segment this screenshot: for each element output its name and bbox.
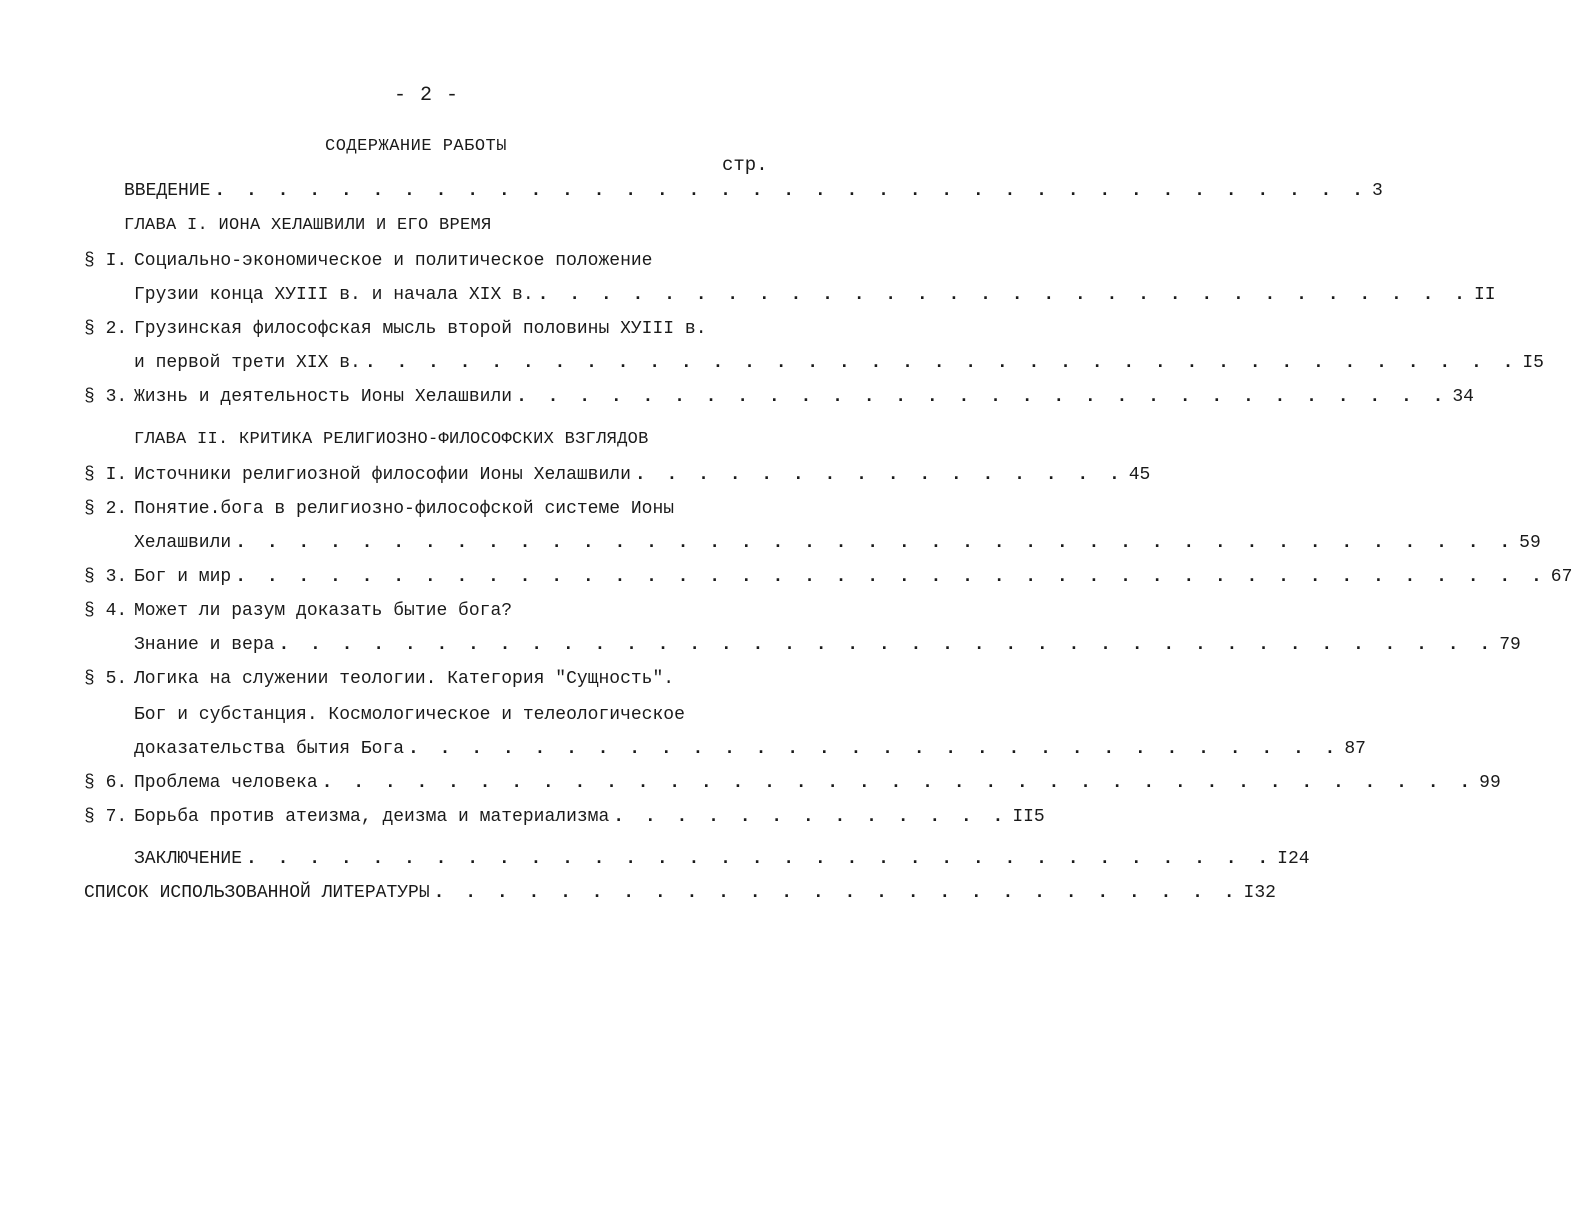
chapter-2-heading: ГЛАВА II. КРИТИКА РЕЛИГИОЗНО-ФИЛОСОФСКИХ ВЗГЛЯДОВ xyxy=(134,430,649,449)
toc-entry-text: Источники религиозной философии Ионы Хелашвили xyxy=(134,465,631,485)
toc-entry-text: доказательства бытия Бога xyxy=(134,739,405,759)
toc-entry-page: I32 xyxy=(1243,883,1276,903)
toc-entry-text: Проблема человека xyxy=(134,773,318,793)
toc-entry-georgia xyxy=(134,284,1496,306)
dot-leader: . . . . . . . . . . . . . . . . . . . . . . . . . . . . . . . . . xyxy=(246,849,1274,869)
section-marker: § 7. xyxy=(84,807,128,827)
section-marker: § 3. xyxy=(84,567,128,587)
dot-leader: . . . . . . . . . . . . . . . . . . . . . . . . . . xyxy=(433,883,1240,903)
page-number: - 2 - xyxy=(394,84,460,107)
toc-entry-proofs xyxy=(134,738,1366,760)
chapter-1-heading: ГЛАВА I. ИОНА ХЕЛАШВИЛИ И ЕГО ВРЕМЯ xyxy=(124,216,492,235)
dot-leader: . . . . . . . . . . . . . . . . . . . . . . . . . . . . . . . . . . . . . xyxy=(364,353,1519,373)
toc-entry-conclusion xyxy=(134,848,1310,870)
toc-entry-khelashvili xyxy=(134,532,1541,554)
toc-entry-text: Понятие.бога в религиозно-философской системе Ионы xyxy=(134,499,675,519)
toc-entry-text: Грузинская философская мысль второй половины ХУIII в. xyxy=(134,319,707,339)
toc-entry-text: Знание и вера xyxy=(134,635,275,655)
toc-entry-god-world xyxy=(134,566,1572,588)
dot-leader: . . . . . . . . . . . . . . . . . . . . . . . . . . . . . . xyxy=(537,285,1470,305)
toc-entry-page: I5 xyxy=(1522,353,1544,373)
toc-entry-atheism xyxy=(134,806,1045,828)
dot-leader: . . . . . . . . . . . . . . . . . . . . . . . . . . . . . . xyxy=(408,739,1341,759)
toc-entry-human xyxy=(134,772,1501,794)
toc-entry-text: Жизнь и деятельность Ионы Хелашвили xyxy=(134,387,513,407)
toc-entry-page: 3 xyxy=(1371,181,1383,201)
toc-entry-page: I24 xyxy=(1277,849,1310,869)
dot-leader: . . . . . . . . . . . . . . . . . . . . . . . . . . . . . . . . . . . . . xyxy=(214,181,1368,201)
toc-entry-knowledge xyxy=(134,634,1521,656)
section-marker: § 2. xyxy=(84,319,128,339)
toc-entry-text: СПИСОК ИСПОЛЬЗОВАННОЙ ЛИТЕРАТУРЫ xyxy=(84,883,430,903)
toc-entry-text: ЗАКЛЮЧЕНИЕ xyxy=(134,849,243,869)
dot-leader: . . . . . . . . . . . . . . . . xyxy=(634,465,1125,485)
dot-leader: . . . . . . . . . . . . . . . . . . . . . . . . . . . . . . . . . . . . . . . . . xyxy=(235,533,1516,553)
dot-leader: . . . . . . . . . . . . . . . . . . . . . . . . . . . . . . . . . . . . . . . xyxy=(278,635,1496,655)
toc-entry-page: 99 xyxy=(1479,773,1501,793)
toc-entry-text: Может ли разум доказать бытие бога? xyxy=(134,601,513,621)
section-marker: § I. xyxy=(84,465,128,485)
toc-entry-page: 67 xyxy=(1550,567,1572,587)
dot-leader: . . . . . . . . . . . . . . . . . . . . . . . . . . . . . . . . . . . . . xyxy=(321,773,1476,793)
toc-entry-text: Бог и субстанция. Космологическое и телеологическое xyxy=(134,705,685,725)
dot-leader: . . . . . . . . . . . . . . . . . . . . . . . . . . . . . . xyxy=(516,387,1449,407)
section-marker: § I. xyxy=(84,251,128,271)
section-marker: § 2. xyxy=(84,499,128,519)
toc-title: СОДЕРЖАНИЕ РАБОТЫ xyxy=(325,137,507,156)
dot-leader: . . . . . . . . . . . . . xyxy=(613,807,1009,827)
toc-entry-introduction xyxy=(124,180,1383,202)
toc-entry-page: II5 xyxy=(1012,807,1045,827)
section-marker: § 6. xyxy=(84,773,128,793)
toc-entry-text: Хелашвили xyxy=(134,533,232,553)
toc-entry-text: Борьба против атеизма, деизма и материализма xyxy=(134,807,610,827)
toc-entry-text: Логика на служении теологии. Категория "Сущность". xyxy=(134,669,675,689)
toc-entry-page: 45 xyxy=(1128,465,1151,485)
section-marker: § 3. xyxy=(84,387,128,407)
toc-entry-text: Грузии конца ХУIII в. и начала XIX в. xyxy=(134,285,534,305)
dot-leader: . . . . . . . . . . . . . . . . . . . . . . . . . . . . . . . . . . . . . . . . . . xyxy=(235,567,1547,587)
toc-entry-text: и первой трети XIX в. xyxy=(134,353,361,373)
toc-entry-sources xyxy=(134,464,1151,486)
toc-entry-bibliography xyxy=(84,882,1276,904)
toc-entry-life xyxy=(134,386,1474,408)
toc-entry-first-third xyxy=(134,352,1544,374)
toc-entry-text: ВВЕДЕНИЕ xyxy=(124,181,211,201)
toc-entry-page: 79 xyxy=(1499,635,1521,655)
section-marker: § 4. xyxy=(84,601,128,621)
toc-entry-text: Социально-экономическое и политическое положение xyxy=(134,251,653,271)
toc-entry-page: 87 xyxy=(1344,739,1366,759)
toc-entry-text: Бог и мир xyxy=(134,567,232,587)
toc-entry-page: 34 xyxy=(1452,387,1474,407)
toc-entry-page: II xyxy=(1473,285,1496,305)
toc-entry-page: 59 xyxy=(1519,533,1541,553)
section-marker: § 5. xyxy=(84,669,128,689)
page-column-label: стр. xyxy=(722,154,768,176)
